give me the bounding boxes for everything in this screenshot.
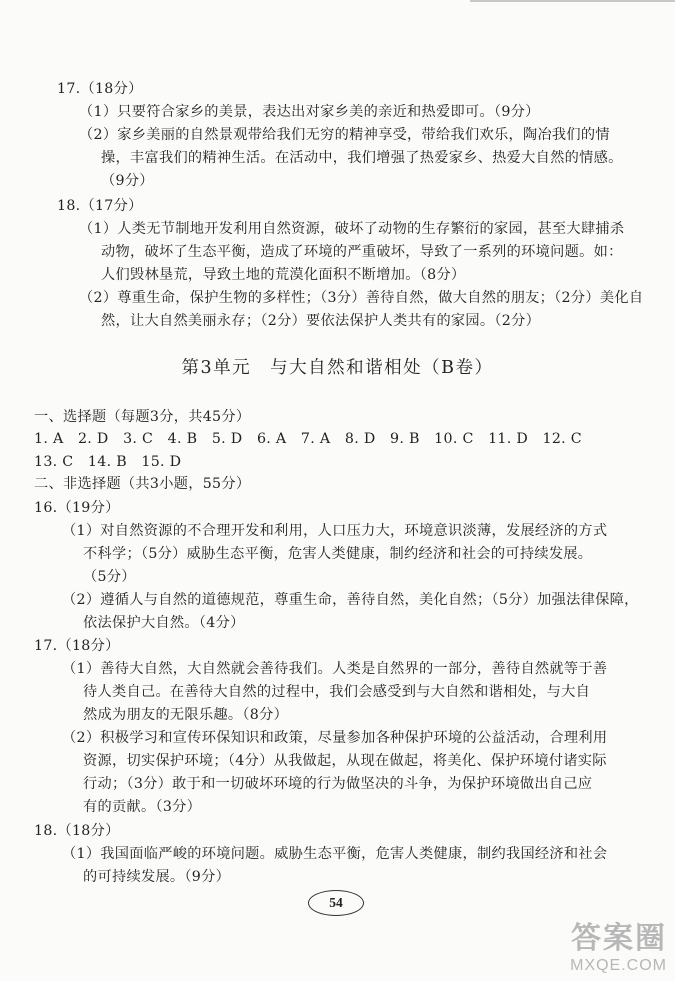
unit-heading: 第3单元 与大自然和谐相处（B卷） (181, 358, 494, 378)
choice-answers-line2: 13. C 14. B 15. D (34, 454, 182, 470)
b-q17-answer-1-line3: 然成为朋友的无限乐趣。（8分） (83, 707, 289, 723)
q18-answer-1-line3: 人们毁林垦荒，导致土地的荒漠化面积不断增加。（8分） (101, 267, 466, 283)
choice-answers-line1: 1. A 2. D 3. C 4. B 5. D 6. A 7. A 8. D 9. B 10. C 11. D 12. C (34, 431, 582, 447)
q18-answer-1-line1: （1）人类无节制地开发利用自然资源，破坏了动物的生存繁衍的家园，甚至大肆捕杀 (79, 221, 625, 237)
page-number: 54 (308, 890, 364, 916)
q17-answer-1: （1）只要符合家乡的美景，表达出对家乡美的亲近和热爱即可。（9分） (79, 104, 540, 120)
q18-title: 18.（17分） (57, 198, 143, 214)
part2-title: 二、非选择题（共3小题，55分） (34, 476, 251, 492)
scan-edge (470, 0, 675, 2)
b-q16-answer-2-line1: （2）遵循人与自然的道德规范，尊重生命，善待自然，美化自然；（5分）加强法律保障， (62, 592, 639, 608)
b-q16-answer-1-line2: 不科学；（5分）威胁生态平衡，危害人类健康，制约经济和社会的可持续发展。 (83, 546, 593, 562)
b-q17-title: 17.（18分） (34, 638, 120, 654)
b-q17-answer-2-line2: 资源，切实保护环境；（4分）从我做起，从现在做起，将美化、保护环境付诸实际 (83, 753, 607, 769)
b-q17-answer-2-line3: 行动；（3分）敢于和一切破坏环境的行为做坚决的斗争，为保护环境做出自己应 (83, 776, 593, 792)
b-q16-title: 16.（19分） (34, 500, 120, 516)
q18-answer-1-line2: 动物，破坏了生态平衡，造成了环境的严重破坏，导致了一系列的环境问题。如： (101, 244, 623, 260)
watermark-top-text: 答案圈 (571, 922, 667, 955)
b-q17-answer-1-line2: 待人类自己。在善待大自然的过程中，我们会感受到与大自然和谐相处，与大自 (83, 684, 591, 700)
q17-title: 17.（18分） (57, 81, 143, 97)
part1-title: 一、选择题（每题3分，共45分） (34, 409, 251, 425)
q18-answer-2-line2: 然，让大自然美丽永存；（2分）要依法保护人类共有的家园。（2分） (101, 313, 541, 329)
b-q17-answer-2-line1: （2）积极学习和宣传环保知识和政策，尽量参加各种保护环境的公益活动，合理利用 (62, 730, 608, 746)
q18-answer-2-line1: （2）尊重生命，保护生物的多样性；（3分）善待自然，做大自然的朋友；（2分）美化自 (79, 290, 644, 306)
b-q18-title: 18.（18分） (34, 823, 120, 839)
b-q17-answer-2-line4: 有的贡献。（3分） (83, 799, 202, 815)
q17-answer-2-line2: 操，丰富我们的精神生活。在活动中，我们增强了热爱家乡、热爱大自然的情感。 (101, 150, 623, 166)
q17-answer-2-line1: （2）家乡美丽的自然景观带给我们无穷的精神享受，带给我们欢乐，陶冶我们的情 (79, 127, 610, 143)
b-q16-answer-2-line2: 依法保护大自然。（4分） (83, 615, 245, 631)
b-q18-answer-1-line1: （1）我国面临严峻的环境问题。威胁生态平衡，危害人类健康，制约我国经济和社会 (62, 846, 608, 862)
watermark-bottom-text: MXQE.COM (570, 957, 667, 974)
b-q17-answer-1-line1: （1）善待大自然，大自然就会善待我们。人类是自然界的一部分，善待自然就等于善 (62, 661, 608, 677)
q17-answer-2-line3: （9分） (101, 173, 154, 189)
b-q16-answer-1-line1: （1）对自然资源的不合理开发和利用，人口压力大，环境意识淡薄，发展经济的方式 (62, 523, 608, 539)
b-q18-answer-1-line2: 的可持续发展。（9分） (83, 869, 231, 885)
watermark-logo (527, 913, 667, 975)
b-q16-answer-1-line3: （5分） (83, 569, 136, 585)
